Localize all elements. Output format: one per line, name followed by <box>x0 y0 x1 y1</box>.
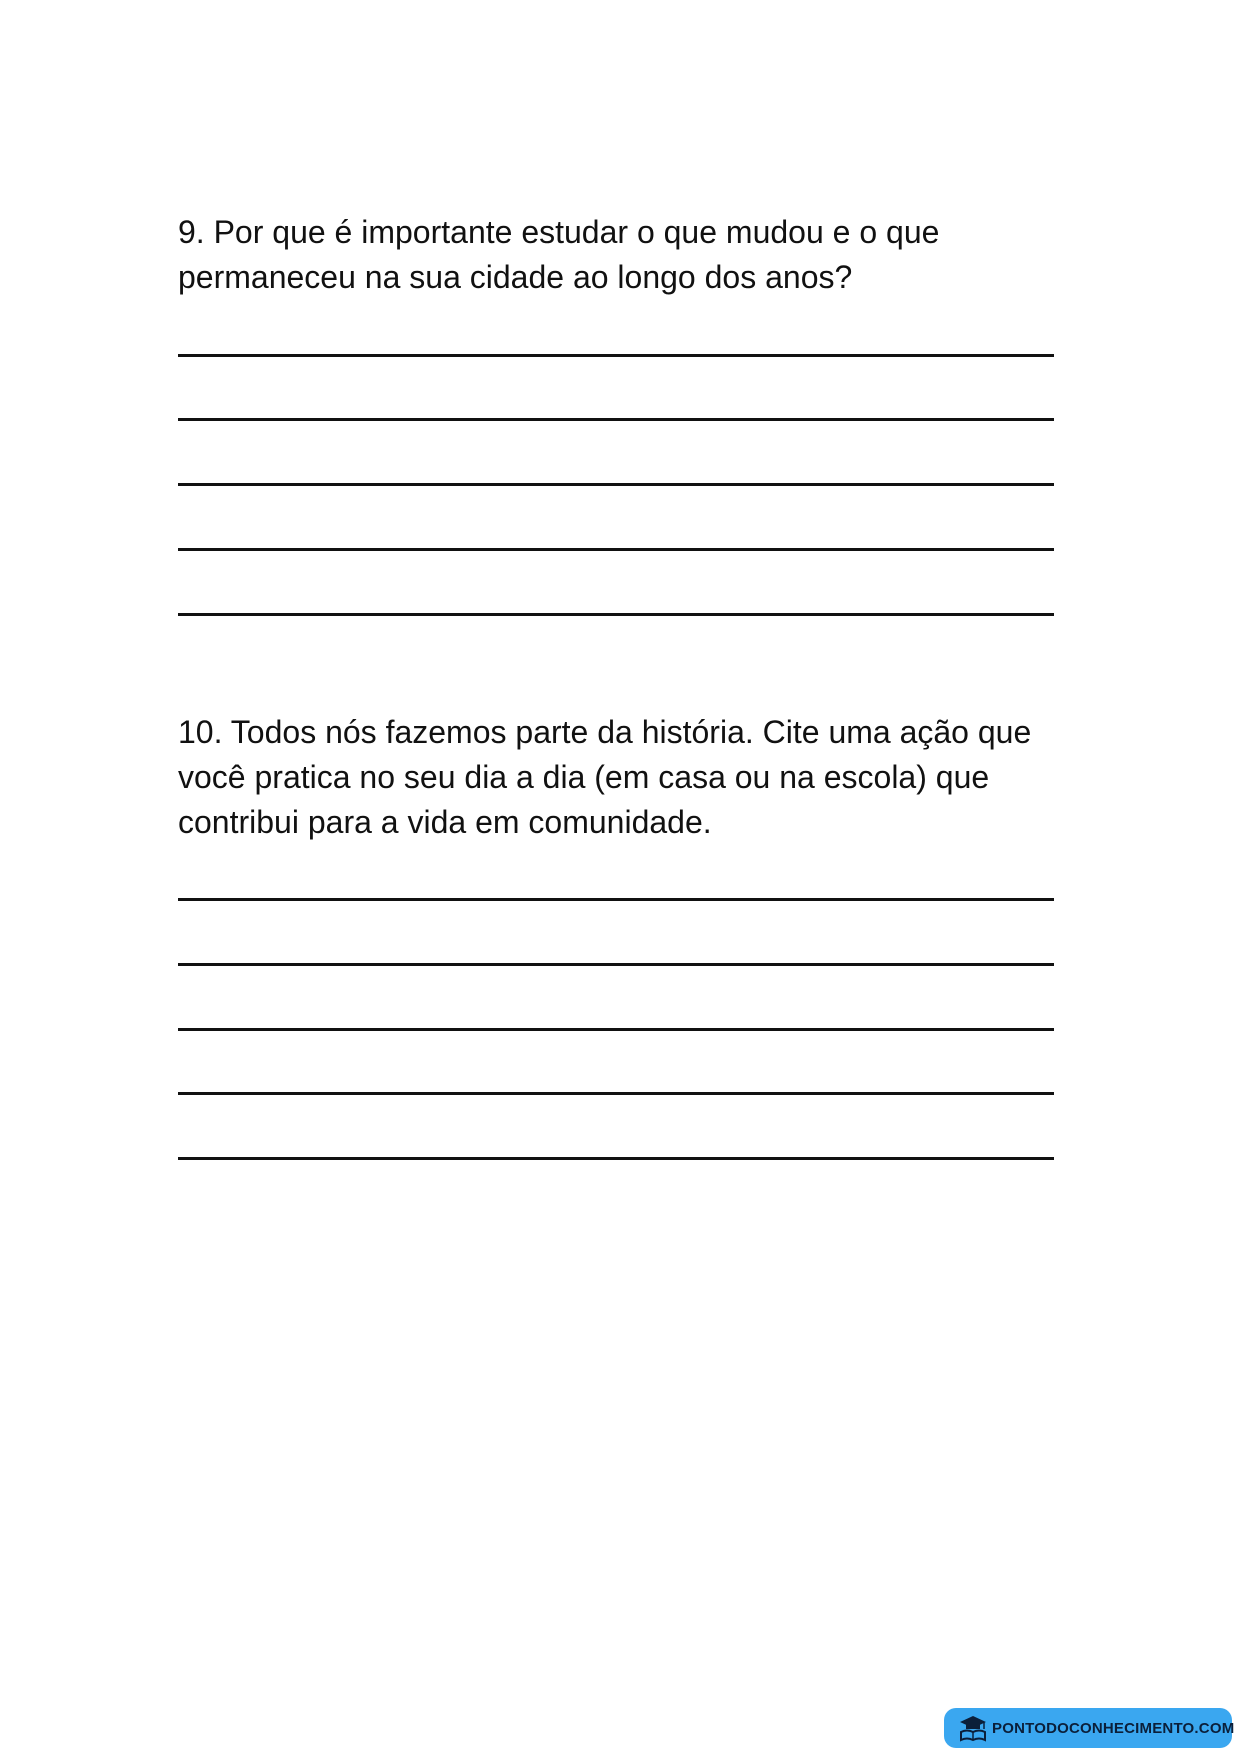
question-9: 9. Por que é importante estudar o que mudou e o que permaneceu na sua cidade ao longo dos anos? <box>178 214 940 295</box>
answer-line[interactable] <box>178 963 1054 966</box>
answer-line[interactable] <box>178 1092 1054 1095</box>
answer-line[interactable] <box>178 548 1054 551</box>
question-10: 10. Todos nós fazemos parte da história. Cite uma ação que você pratica no seu dia a dia (em casa ou na escola) que contribui para a vida em comunidade. <box>178 714 1032 840</box>
answer-line[interactable] <box>178 613 1054 616</box>
answer-line[interactable] <box>178 1028 1054 1031</box>
graduation-book-icon <box>958 1713 988 1743</box>
answer-line[interactable] <box>178 483 1054 486</box>
answer-line[interactable] <box>178 418 1054 421</box>
answer-line[interactable] <box>178 354 1054 357</box>
answer-line[interactable] <box>178 898 1054 901</box>
answer-line[interactable] <box>178 1157 1054 1160</box>
site-brand-text: PONTODOCONHECIMENTO.COM <box>992 1719 1235 1737</box>
site-badge[interactable] <box>944 1708 1235 1748</box>
